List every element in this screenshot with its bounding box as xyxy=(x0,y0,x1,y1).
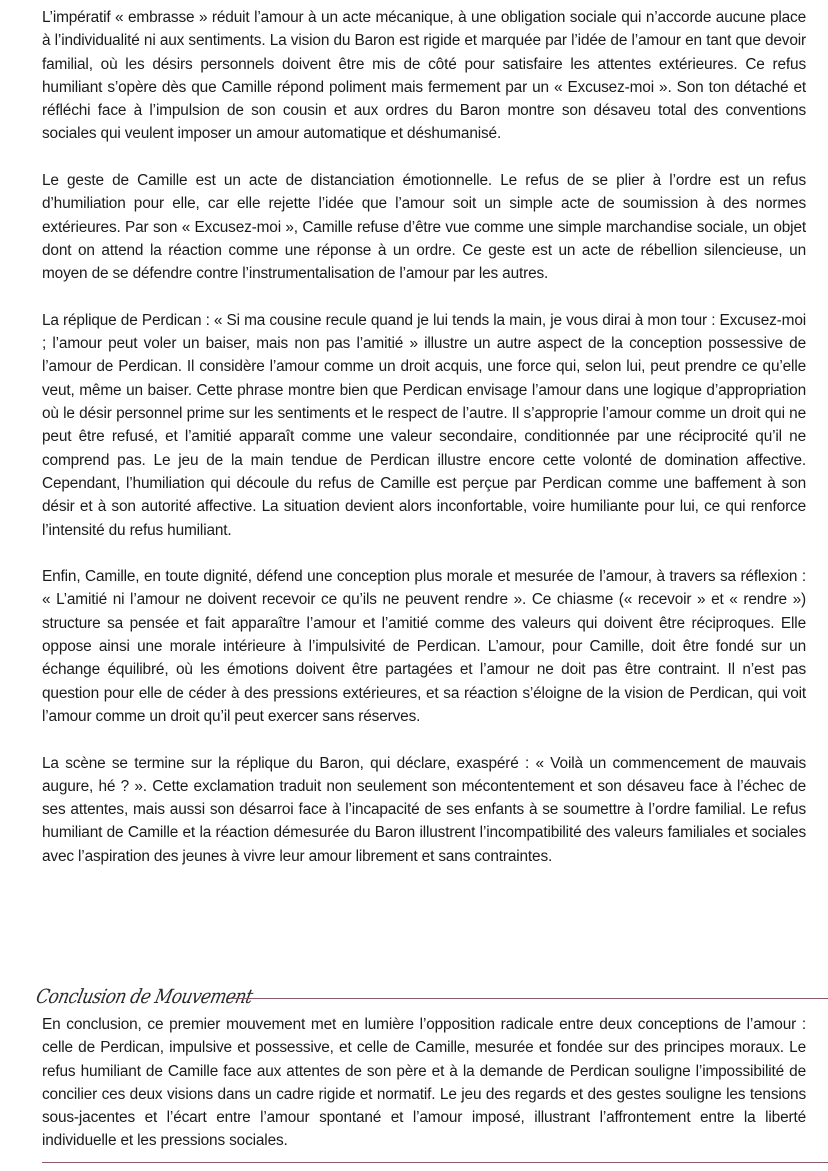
paragraph-camille-dignite: Enfin, Camille, en toute dignité, défend une conception plus morale et mesurée de l’amour, à travers sa réflexion : « L’amitié ni l’amour ne doivent recevoir ce qu’ils ne peuvent rendre ». Ce chiasme (« recevoir » et « rendre ») structure sa pensée et fait apparaître l’amour et l’amitié comme des valeurs qui doivent être réciproques. Elle oppose ainsi une morale intérieure à l’impulsivité de Perdican. L’amour, pour Camille, doit être fondé sur un échange équilibré, où les émotions doivent être partagées et l’amour ne doit pas être contraint. Il n’est pas question pour elle de céder à des pressions extérieures, et sa réaction s’éloigne de la vision de Perdican, qui voit l’amour comme un droit qu’il peut exercer sans réserves. xyxy=(42,568,806,725)
section-heading-text: Conclusion de Mouvement xyxy=(33,985,255,1009)
conclusion-section xyxy=(42,1013,806,1153)
paragraph-replique-baron: La scène se termine sur la réplique du Baron, qui déclare, exaspéré : « Voilà un commencement de mauvais augure, hé ? ». Cette exclamation traduit non seulement son mécontentement et son désaveu face à l’échec de ses attentes, mais aussi son désarroi face à l’incapacité de ses enfants à se soumettre à l’ordre familial. Le refus humiliant de Camille et la réaction démesurée du Baron illustrent l’incompatibilité des valeurs familiales et sociales avec l’aspiration des jeunes à vivre leur amour librement et sans contraintes. xyxy=(42,754,806,865)
paragraph-geste-camille: Le geste de Camille est un acte de distanciation émotionnelle. Le refus de se plier à l’ordre est un refus d’humiliation pour elle, car elle rejette l’idée que l’amour soit un simple acte de soumission à des normes extérieures. Par son « Excusez-moi », Camille refuse d’être vue comme une simple marchandise sociale, un objet dont on attend la réaction comme une réponse à un ordre. Ce geste est un acte de rébellion silencieuse, un moyen de se défendre contre l’instrumentalisation de l’amour par les autres. xyxy=(42,172,806,283)
bottom-divider xyxy=(42,1162,828,1163)
paragraph-conclusion: En conclusion, ce premier mouvement met en lumière l’opposition radicale entre deux conceptions de l’amour : celle de Perdican, impulsive et possessive, et celle de Camille, mesurée et fondée sur des principes moraux. Le refus humiliant de Camille face aux attentes de son père et à la demande de Perdican souligne l’impossibilité de concilier ces deux visions dans un cadre rigide et normatif. Le jeu des regards et des gestes souligne les tensions sous-jacentes et l’écart entre l’amour spontané et l’amour imposé, illustrant l’affrontement entre la liberté individuelle et les pressions sociales. xyxy=(42,1016,806,1150)
document-body xyxy=(42,6,806,868)
heading-divider xyxy=(230,998,828,999)
paragraph-imperatif: L’impératif « embrasse » réduit l’amour à un acte mécanique, à une obligation sociale qui n’accorde aucune place à l’individualité ni aux sentiments. La vision du Baron est rigide et marquée par l’idée de l’amour en tant que devoir familial, où les désirs personnels doivent être mis de côté pour satisfaire les attentes extérieures. Ce refus humiliant s’opère dès que Camille répond poliment mais fermement par un « Excusez-moi ». Son ton détaché et réfléchi face à l’impulsion de son cousin et aux ordres du Baron montre son désaveu total des conventions sociales qui veulent imposer un amour automatique et déshumanisé. xyxy=(42,9,806,143)
paragraph-replique-perdican: La réplique de Perdican : « Si ma cousine recule quand je lui tends la main, je vous dirai à mon tour : Excusez-moi ; l’amour peut voler un baiser, mais non pas l’amitié » illustre un autre aspect de la conception possessive de l’amour de Perdican. Il considère l’amour comme un droit acquis, une force qui, selon lui, peut prendre ce qu’elle veut, même un baiser. Cette phrase montre bien que Perdican envisage l’amour dans une logique d’appropriation où le désir personnel prime sur les sentiments et le respect de l’autre. Il s’approprie l’amour comme un droit qui ne peut être refusé, et l’amitié apparaît comme une valeur secondaire, conditionnée par une réciprocité qu’il ne comprend pas. Le jeu de la main tendue de Perdican illustre encore cette volonté de domination affective. Cependant, l’humiliation qui découle du refus de Camille est perçue par Perdican comme une baffement à son désir et à son autorité affective. La situation devient alors inconfortable, voire humiliante pour lui, ce qui renforce l’intensité du refus humiliant. xyxy=(42,311,806,539)
